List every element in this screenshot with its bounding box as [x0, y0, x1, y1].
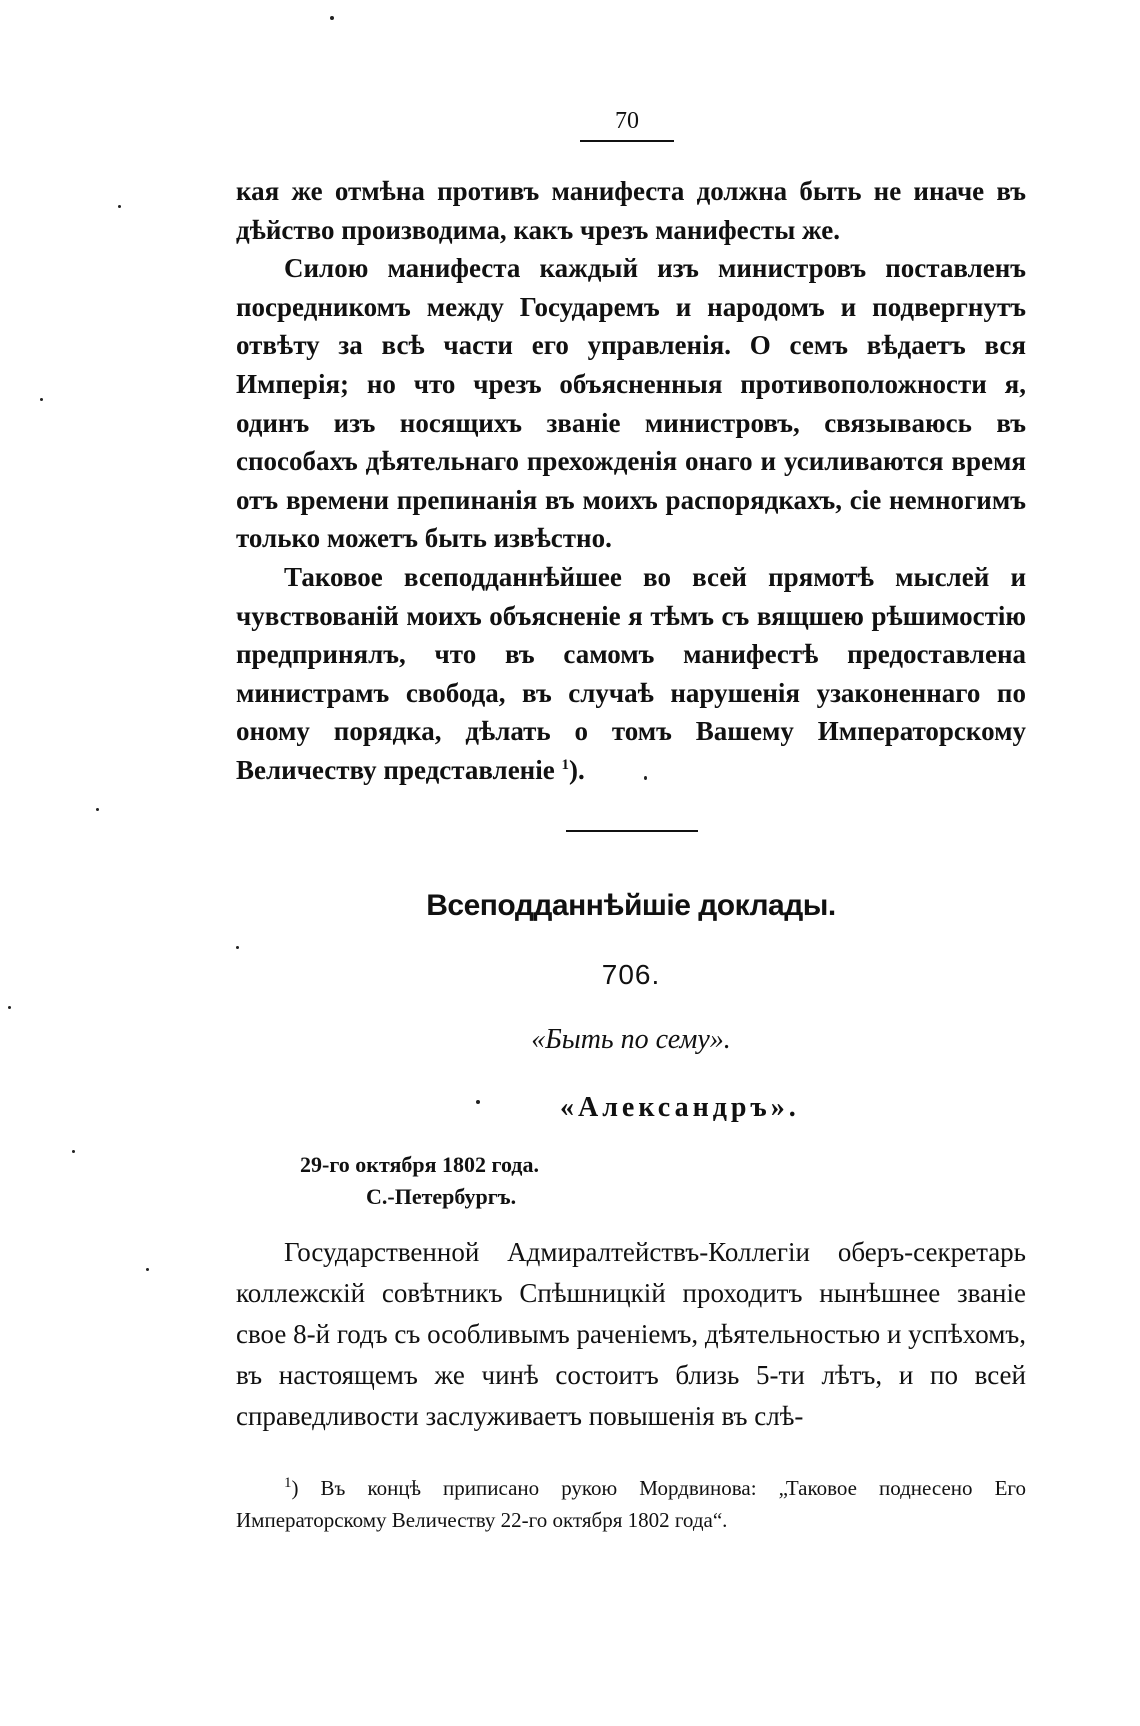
scan-speck [236, 946, 239, 949]
paragraph-3-end: ). [568, 754, 585, 785]
memorandum-text [236, 172, 1026, 790]
report-text [236, 1232, 1026, 1437]
scan-speck [96, 808, 99, 811]
scan-speck [72, 1150, 75, 1153]
document-number: 706. [601, 959, 661, 990]
paragraph-3-text: Таковое всеподданнѣйшее во всей прямотѣ мыслей и чувствованій моихъ объясненіе я тѣмъ съ вящшею рѣшимостію предпринялъ, что въ самомъ манифестѣ предоставлена министрамъ свобода, въ случаѣ нарушенія узаконеннаго по оному порядка, дѣлать о томъ Вашему Императорскому Величеству представленіе [236, 561, 1026, 785]
footnote [236, 1472, 1026, 1536]
scan-speck [40, 398, 43, 401]
paragraph-2: Силою манифеста каждый изъ министровъ поставленъ посредникомъ между Государемъ и народомъ и подвергнутъ отвѣту за всѣ части его управленія. О семъ вѣдаетъ вся Имперія; но что чрезъ объясненныя противоположности я, одинъ изъ носящихъ званіе министровъ, связываюсь въ способахъ дѣятельнаго прехожденія онаго и усиливаются время отъ времени препинанія въ моихъ распорядкахъ, сіе немногимъ только можетъ быть извѣстно. [236, 253, 1026, 554]
footnote-text: ) Въ концѣ приписано рукою Мордвинова: „Таковое поднесено Его Императорскому Величеству 22-го октября 1802 года“. [236, 1476, 1026, 1532]
document-place: С.-Петербургъ. [366, 1184, 517, 1209]
footnote-reference: 1 [561, 756, 569, 773]
scan-speck [8, 1006, 11, 1009]
scan-speck [644, 776, 647, 780]
report-paragraph-1: Государственной Адмиралтействъ-Коллегіи оберъ-секретарь коллежскій совѣтникъ Спѣшницкій проходитъ нынѣшнее званіе свое 8-й годъ съ особливымъ раченіемъ, дѣятельностью и успѣхомъ, въ настоящемъ же чинѣ состоитъ близь 5-ти лѣтъ, и по всей справедливости заслуживаетъ повышенія въ слѣ- [236, 1237, 1026, 1431]
scan-speck [118, 205, 121, 208]
imperial-signature: «Александръ». [560, 1092, 800, 1123]
scan-speck [330, 16, 334, 20]
page-number: 70 [615, 108, 639, 134]
scan-speck [476, 1100, 480, 1104]
section-divider [566, 830, 698, 832]
imperial-resolution: «Быть по сему». [531, 1024, 731, 1055]
section-title: Всеподданнѣйшіе доклады. [426, 889, 836, 922]
paragraph-3 [236, 558, 1026, 790]
paragraph-1: кая же отмѣна противъ манифеста должна быть не иначе въ дѣйство производима, какъ чрезъ манифесты же. [236, 176, 1026, 245]
scan-speck [146, 1268, 149, 1271]
document-date: 29-го октября 1802 года. [300, 1152, 539, 1177]
page-number-underline [580, 140, 674, 142]
footnote-mark: 1 [284, 1475, 292, 1491]
